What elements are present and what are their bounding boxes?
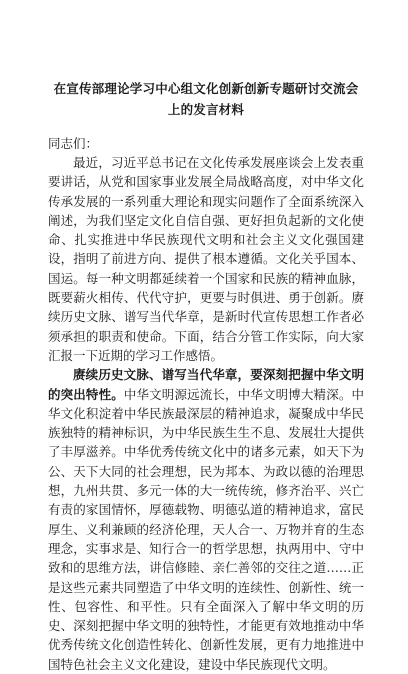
- paragraph-2-body: 中华文明源远流长，中华文明博大精深。中华文化积淀着中华民族最深层的精神追求，凝聚成中华民族独特的精神标识，为中华民族生生不息、发展壮大提供了丰厚滋养。中华优秀传统文化中的诸多元素，如天下为公、天下大同的社会理想，民为邦本、为政以德的治理思想，九州共贯、多元一体的大一统传统，修齐治平、兴亡有责的家国情怀，厚德载物、明德弘道的精神追求，富民厚生、义利兼顾的经济伦理，天人合一、万物并育的生态理念，实事求是、知行合一的哲学思想，执两用中、守中致和的思维方法，讲信修睦、亲仁善邻的交往之道……正是这些元素共同塑造了中华文明的连续性、创新性、统一性、包容性、和平性。只有全面深入了解中华文明的历史、深刻把握中华文明的独特性，才能更有效地推动中华优秀传统文化创造性转化、创新性发展，更有力地推进中国特色社会主义文化建设，建设中华民族现代文明。: [48, 386, 364, 672]
- salutation: 同志们：: [48, 136, 99, 151]
- paragraph-1: 最近，习近平总书记在文化传承发展座谈会上发表重要讲话，从党和国家事业发展全局战略高度，对中华文化传承发展的一系列重大理论和现实问题作了全面系统深入阐述，为我们坚定文化自信自强、更好担负起新的文化使命、扎实推进中华民族现代文明和社会主义文化强国建设，指明了前进方向、提供了根本遵循。文化关乎国本、国运。每一种文明都延续着一个国家和民族的精神血脉，既要薪火相传、代代守护，更要与时俱进、勇于创新。赓续历史文脉、谱写当代华章，是新时代宣传思想工作者必须承担的职责和使命。下面，结合分管工作实际，向大家汇报一下近期的学习工作感悟。: [48, 155, 364, 363]
- paragraph-2-heading: 赓续历史文脉、谱写当代华章，要深刻把握中华文明的突出特性。: [48, 367, 364, 402]
- paragraph-2: [48, 365, 364, 674]
- document-title: 在宣传部理论学习中心组文化创新创新专题研讨交流会上的发言材料: [53, 81, 359, 117]
